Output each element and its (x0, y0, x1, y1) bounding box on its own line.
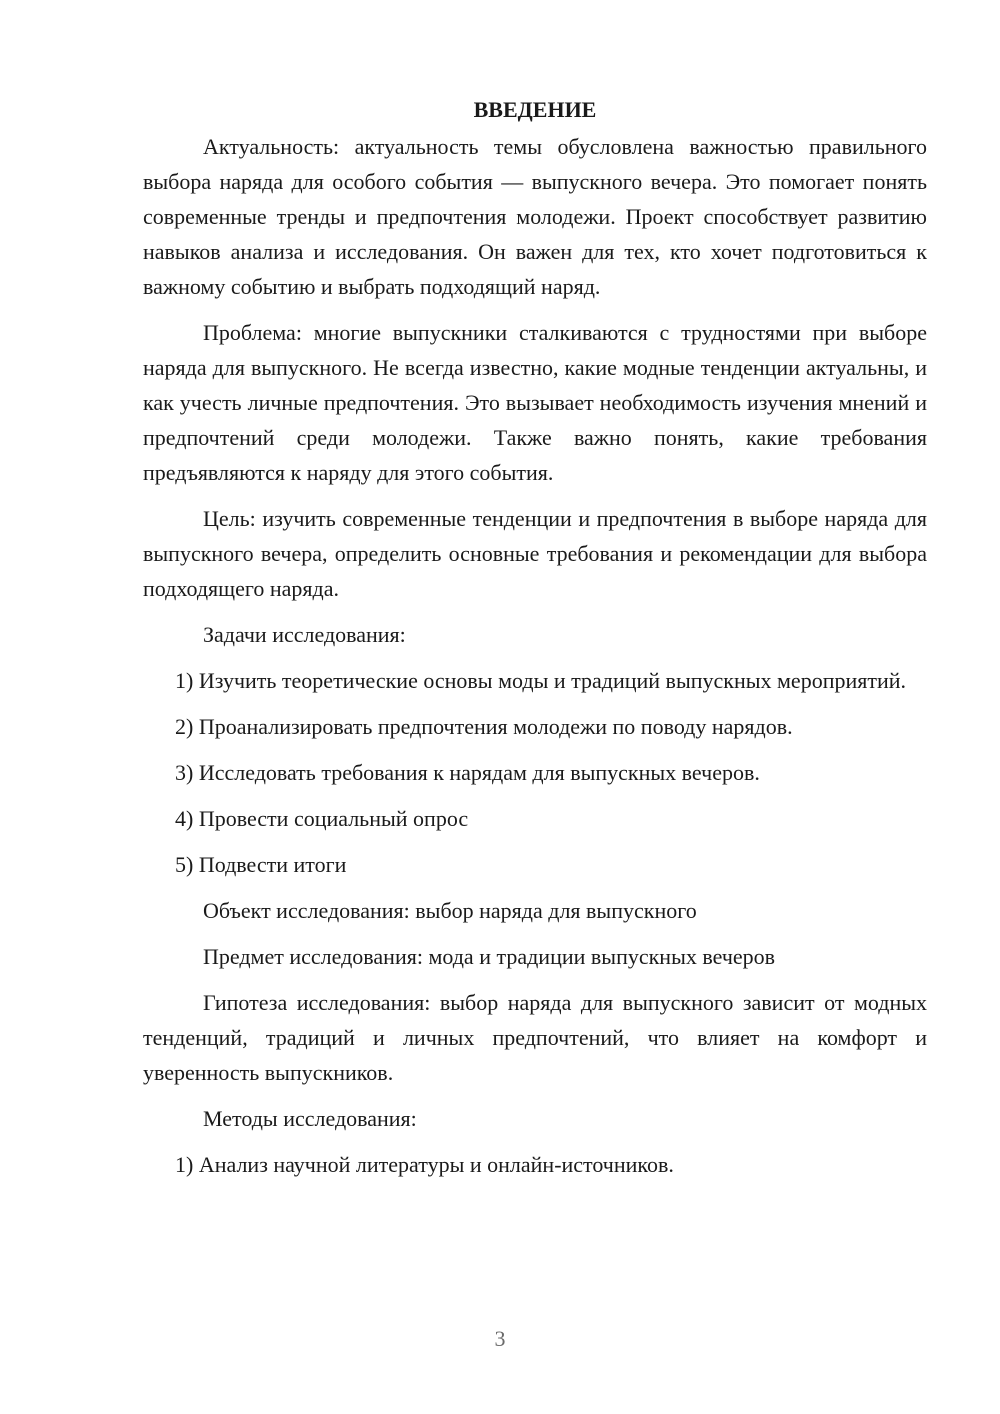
hypothesis-paragraph: Гипотеза исследования: выбор наряда для выпускного зависит от модных тенденций, традиций и личных предпочтений, что влияет на комфорт и уверенность выпускников. (143, 990, 927, 1085)
task-item: 3) Исследовать требования к нарядам для выпускных вечеров. (175, 760, 760, 785)
task-item: 4) Провести социальный опрос (175, 806, 469, 831)
page-heading: ВВЕДЕНИЕ (473, 97, 597, 122)
problem-paragraph: Проблема: многие выпускники сталкиваются с трудностями при выборе наряда для выпускного. Не всегда известно, какие модные тенденции актуальны, и как учесть личные предпочтения. Это вызывает необходимость изучения мнений и предпочтений среди молодежи. Также важно понять, какие требования предъявляются к наряду для этого события. (143, 320, 927, 485)
task-item: 1) Изучить теоретические основы моды и традиций выпускных мероприятий. (175, 668, 907, 693)
relevance-paragraph: Актуальность: актуальность темы обусловлена важностью правильного выбора наряда для особого события — выпускного вечера. Это помогает понять современные тренды и предпочтения молодежи. Проект способствует развитию навыков анализа и исследования. Он важен для тех, кто хочет подготовиться к важному событию и выбрать подходящий наряд. (143, 134, 927, 299)
goal-paragraph: Цель: изучить современные тенденции и предпочтения в выборе наряда для выпускного вечера, определить основные требования и рекомендации для выбора подходящего наряда. (143, 506, 927, 601)
page-content (143, 92, 927, 1193)
methods-heading: Методы исследования: (203, 1106, 417, 1131)
task-item: 5) Подвести итоги (175, 852, 347, 877)
research-subject: Предмет исследования: мода и традиции выпускных вечеров (203, 944, 776, 969)
page-number: 3 (494, 1326, 506, 1351)
research-object: Объект исследования: выбор наряда для выпускного (203, 898, 697, 923)
method-item: 1) Анализ научной литературы и онлайн-источников. (175, 1152, 674, 1177)
tasks-heading: Задачи исследования: (203, 622, 406, 647)
task-item: 2) Проанализировать предпочтения молодежи по поводу нарядов. (175, 714, 793, 739)
